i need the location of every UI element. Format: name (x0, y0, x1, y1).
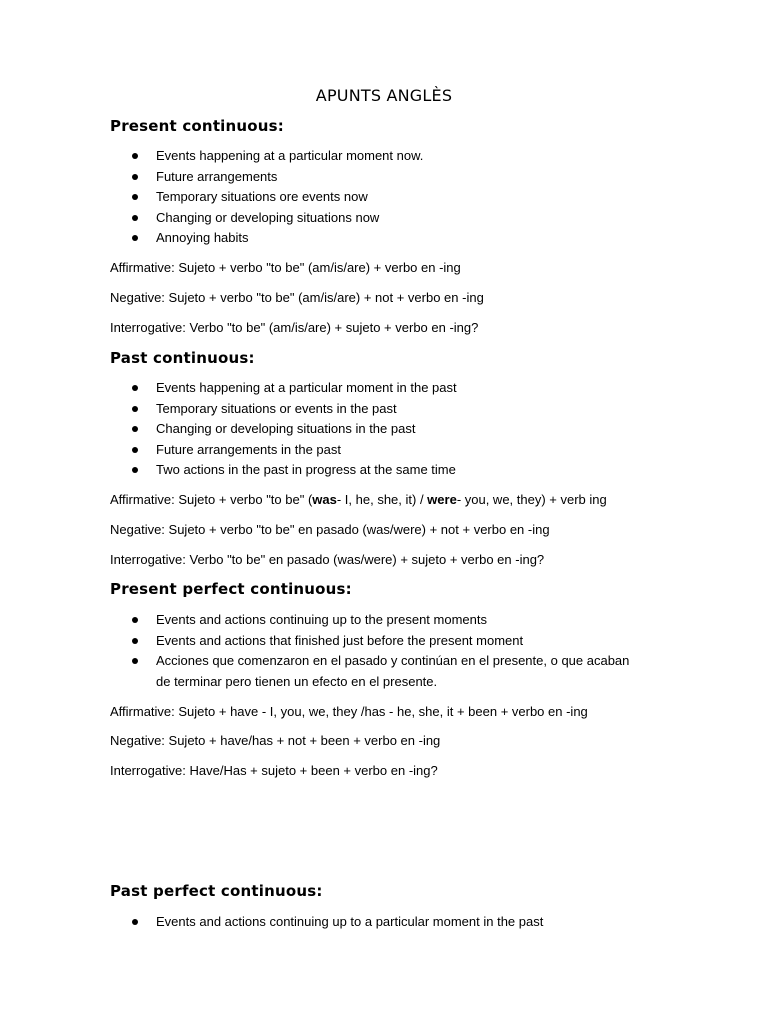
bullet-list (110, 610, 640, 692)
section-past-perfect-continuous (110, 881, 670, 933)
list-item: Two actions in the past in progress at the same time (110, 460, 670, 481)
section-heading: Present perfect continuous: (110, 580, 352, 598)
list-item: Changing or developing situations in the past (110, 419, 670, 440)
bullet-icon (132, 406, 138, 412)
interrogative-formula: Interrogative: Verbo "to be" en pasado (was/were) + sujeto + verbo en -ing? (110, 552, 545, 567)
negative-formula: Negative: Sujeto + verbo "to be" (am/is/are) + not + verbo en -ing (110, 290, 484, 305)
bullet-icon (132, 153, 138, 159)
list-item: Changing or developing situations now (110, 208, 670, 229)
bullet-icon (132, 447, 138, 453)
list-item: Future arrangements in the past (110, 440, 670, 461)
affirmative-formula: Affirmative: Sujeto + have - I, you, we, they /has - he, she, it + been + verbo en -ing (110, 704, 588, 719)
bullet-list (110, 146, 670, 249)
list-item: Events and actions continuing up to a particular moment in the past (110, 912, 670, 933)
bullet-icon (132, 426, 138, 432)
section-heading: Past perfect continuous: (110, 882, 323, 900)
list-item: Acciones que comenzaron en el pasado y continúan en el presente, o que acaban de terminar pero tienen un efecto en el presente. (110, 651, 640, 692)
affirmative-formula: Affirmative: Sujeto + verbo "to be" (was- I, he, she, it) / were- you, we, they) + verb ing (110, 492, 607, 507)
section-present-continuous (110, 116, 670, 249)
list-item: Temporary situations or events in the past (110, 399, 670, 420)
section-past-continuous (110, 348, 670, 481)
section-present-perfect-continuous (110, 579, 670, 692)
bullet-icon (132, 638, 138, 644)
bullet-icon (132, 215, 138, 221)
bullet-icon (132, 385, 138, 391)
section-heading: Present continuous: (110, 117, 284, 135)
interrogative-formula: Interrogative: Verbo "to be" (am/is/are) + sujeto + verbo en -ing? (110, 320, 479, 335)
bullet-icon (132, 235, 138, 241)
negative-formula: Negative: Sujeto + verbo "to be" en pasado (was/were) + not + verbo en -ing (110, 522, 550, 537)
affirmative-formula: Affirmative: Sujeto + verbo "to be" (am/is/are) + verbo en -ing (110, 260, 461, 275)
list-item: Events happening at a particular moment in the past (110, 378, 670, 399)
bullet-list (110, 378, 670, 481)
bullet-icon (132, 194, 138, 200)
section-heading: Past continuous: (110, 349, 255, 367)
bullet-icon (132, 658, 138, 664)
list-item: Annoying habits (110, 228, 670, 249)
list-item: Events happening at a particular moment now. (110, 146, 670, 167)
list-item: Events and actions that finished just before the present moment (110, 631, 640, 652)
bullet-icon (132, 919, 138, 925)
interrogative-formula: Interrogative: Have/Has + sujeto + been + verbo en -ing? (110, 763, 438, 778)
negative-formula: Negative: Sujeto + have/has + not + been + verbo en -ing (110, 733, 441, 748)
bullet-list (110, 912, 670, 933)
bullet-icon (132, 617, 138, 623)
bullet-icon (132, 174, 138, 180)
document-title: APUNTS ANGLÈS (315, 86, 453, 105)
bullet-icon (132, 467, 138, 473)
list-item: Future arrangements (110, 167, 670, 188)
list-item: Temporary situations ore events now (110, 187, 670, 208)
list-item: Events and actions continuing up to the present moments (110, 610, 640, 631)
